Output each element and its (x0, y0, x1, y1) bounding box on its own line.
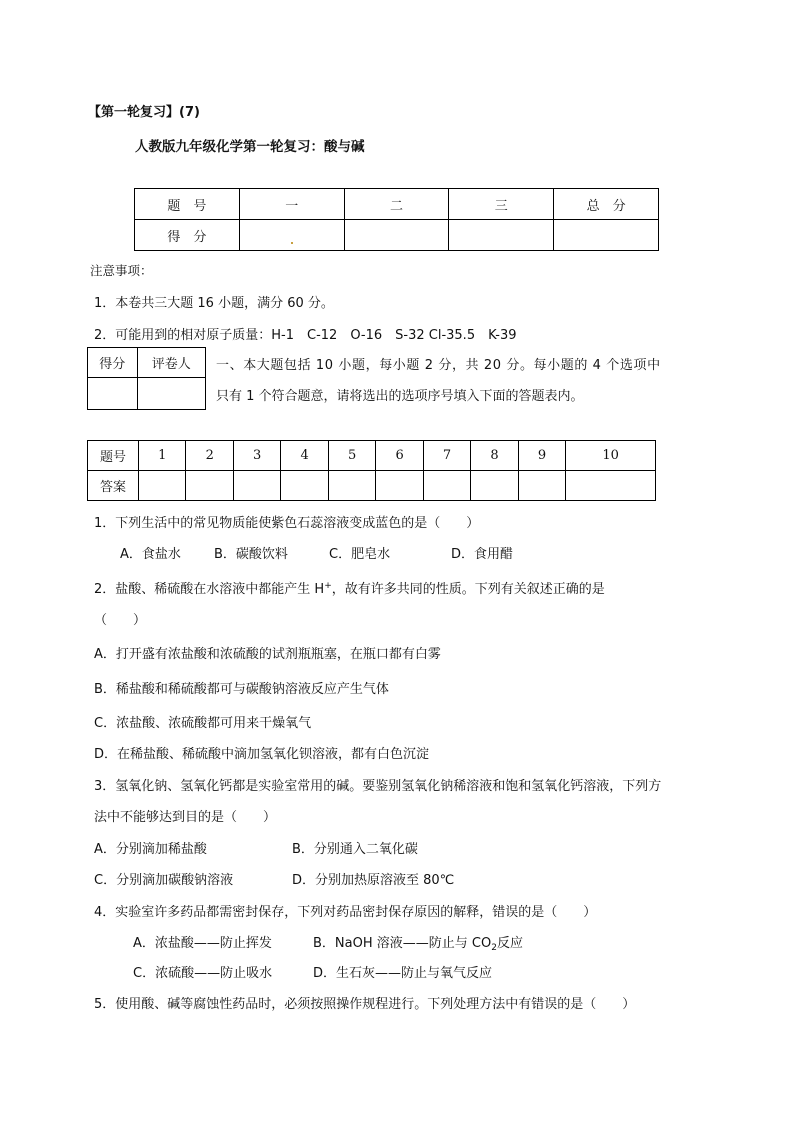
notes-item-1: 1．本卷共三大题 16 小题，满分 60 分。 (94, 296, 334, 311)
score-cell-part3[interactable] (449, 220, 554, 251)
answer-number: 6 (376, 441, 423, 471)
score-header-part2: 二 (344, 189, 449, 220)
section1-line2: 只有 1 个符合题意，请将选出的选项序号填入下面的答题表内。 (216, 389, 584, 404)
answer-number: 7 (423, 441, 470, 471)
series-label: 【第一轮复习】(7) (88, 105, 200, 120)
answer-row-label: 答案 (88, 471, 139, 501)
answer-number: 4 (281, 441, 328, 471)
question-3-stem-line1: 3．氢氧化钠、氢氧化钙都是实验室常用的碱。要鉴别氢氧化钠稀溶液和饱和氢氧化钙溶液，下列方 (94, 779, 662, 794)
answer-number: 1 (139, 441, 186, 471)
question-3-stem-line2: 法中不能够达到目的是（ ） (94, 810, 277, 825)
answer-number: 5 (328, 441, 375, 471)
question-2-stem (94, 578, 605, 597)
question-2-option-b: B．稀盐酸和稀硫酸都可与碳酸钠溶液反应产生气体 (94, 682, 389, 697)
score-row-label: 得 分 (135, 220, 240, 251)
question-1-option-c: C．肥皂水 (329, 547, 391, 562)
question-2-option-d: D．在稀盐酸、稀硫酸中滴加氢氧化钡溶液，都有白色沉淀 (94, 747, 430, 762)
section1-line1: 一、本大题包括 10 小题，每小题 2 分，共 20 分。每小题的 4 个选项中 (216, 358, 661, 373)
question-4-stem: 4．实验室许多药品都需密封保存，下列对药品密封保存原因的解释，错误的是（ ） (94, 905, 597, 920)
grader-name-header: 评卷人 (137, 348, 205, 378)
question-4-option-b-pre: B．NaOH 溶液——防止与 CO (313, 936, 492, 951)
answer-number: 10 (566, 441, 656, 471)
answer-number: 9 (518, 441, 565, 471)
question-3-option-b: B．分别通入二氧化碳 (292, 842, 418, 857)
question-2-stem-line2: （ ） (94, 613, 147, 628)
question-2-stem-post: ，故有许多共同的性质。下列有关叙述正确的是 (331, 582, 605, 597)
score-cell-part2[interactable] (344, 220, 449, 251)
question-4-option-b-post: 反应 (496, 936, 523, 951)
question-1-stem: 1．下列生活中的常见物质能使紫色石蕊溶液变成蓝色的是（ ） (94, 516, 480, 531)
question-1-option-b: B．碳酸饮料 (214, 547, 288, 562)
answer-cell[interactable] (471, 471, 518, 501)
grader-name-cell[interactable] (137, 378, 205, 410)
question-3-option-c: C．分别滴加碳酸钠溶液 (94, 873, 234, 888)
answer-table (87, 440, 656, 501)
score-header-part1: 一 (239, 189, 344, 220)
score-cell-total[interactable] (554, 220, 659, 251)
grader-score-cell[interactable] (88, 378, 138, 410)
answer-number: 3 (233, 441, 280, 471)
question-5-stem: 5．使用酸、碱等腐蚀性药品时，必须按照操作规程进行。下列处理方法中有错误的是（ ） (94, 997, 636, 1012)
score-header-total: 总 分 (554, 189, 659, 220)
question-4-option-d: D．生石灰——防止与氧气反应 (313, 966, 493, 981)
score-header-part3: 三 (449, 189, 554, 220)
h-plus-superscript: + (324, 581, 332, 591)
question-3-option-a: A．分别滴加稀盐酸 (94, 842, 207, 857)
answer-number: 8 (471, 441, 518, 471)
ink-dot (291, 242, 293, 244)
answer-header-label: 题号 (88, 441, 139, 471)
answer-cell[interactable] (186, 471, 233, 501)
answer-cell[interactable] (566, 471, 656, 501)
score-header-number: 题 号 (135, 189, 240, 220)
score-table (134, 188, 659, 251)
question-1-option-d: D．食用醋 (451, 547, 514, 562)
question-4-option-c: C．浓硫酸——防止吸水 (133, 966, 273, 981)
score-cell-part1[interactable] (239, 220, 344, 251)
answer-cell[interactable] (281, 471, 328, 501)
question-4-option-b (313, 932, 523, 953)
grader-table (87, 347, 206, 410)
answer-cell[interactable] (423, 471, 470, 501)
question-3-option-d: D．分别加热原溶液至 80℃ (292, 873, 455, 888)
question-2-option-a: A．打开盛有浓盐酸和浓硫酸的试剂瓶瓶塞，在瓶口都有白雾 (94, 647, 441, 662)
question-2-option-c: C．浓盐酸、浓硫酸都可用来干燥氧气 (94, 716, 312, 731)
co2-subscript: 2 (491, 943, 497, 953)
page-title: 人教版九年级化学第一轮复习：酸与碱 (135, 139, 365, 155)
question-1-option-a: A．食盐水 (120, 547, 181, 562)
question-2-stem-pre: 2．盐酸、稀硫酸在水溶液中都能产生 H (94, 582, 325, 597)
answer-cell[interactable] (328, 471, 375, 501)
answer-cell[interactable] (376, 471, 423, 501)
answer-cell[interactable] (233, 471, 280, 501)
answer-cell[interactable] (139, 471, 186, 501)
grader-score-header: 得分 (88, 348, 138, 378)
notes-item-2: 2．可能用到的相对原子质量：H-1 C-12 O-16 S-32 Cl-35.5 K-39 (94, 328, 517, 343)
answer-cell[interactable] (518, 471, 565, 501)
answer-number: 2 (186, 441, 233, 471)
question-4-option-a: A．浓盐酸——防止挥发 (133, 936, 272, 951)
notes-heading: 注意事项： (90, 263, 153, 278)
